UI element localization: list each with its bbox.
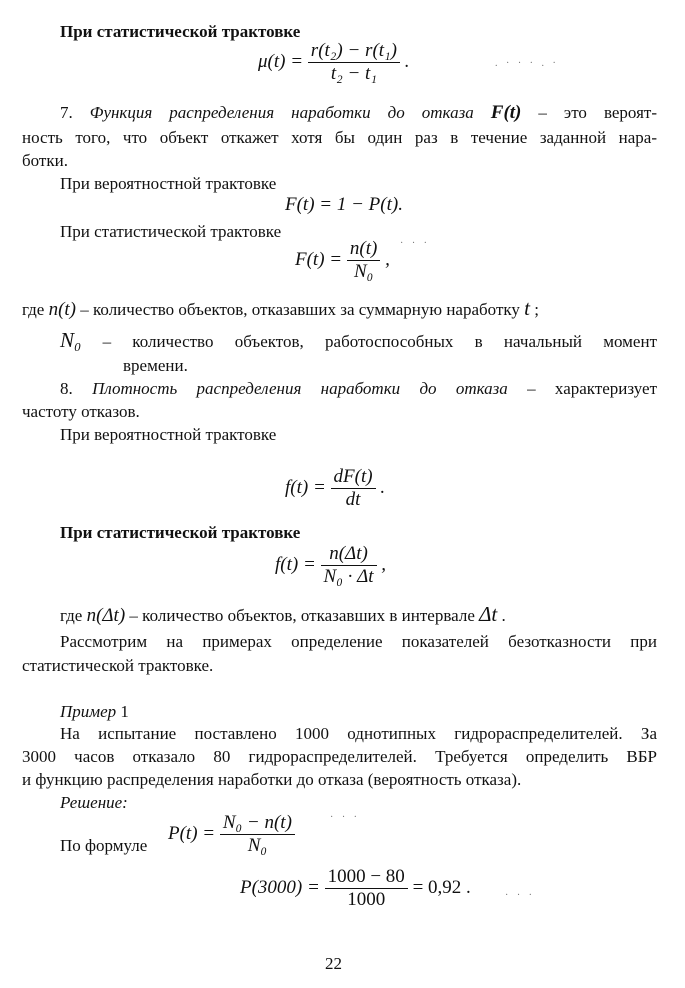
item7-symbol: F(t) xyxy=(490,102,522,123)
where-n-line xyxy=(22,298,539,320)
formula-mu-end: . xyxy=(404,50,410,72)
where-N0-line1 xyxy=(60,330,657,352)
where-N0-symbol: N₀ xyxy=(60,328,82,352)
where-ndt-text: – количество объектов, отказавших в интервале xyxy=(129,606,475,625)
where-ndt-end: . xyxy=(501,606,506,625)
example-number: 1 xyxy=(120,702,129,721)
item7-rest: – это вероят- xyxy=(538,103,658,122)
formula-mean-failure-rate xyxy=(258,40,409,85)
by-formula-label: По формуле xyxy=(60,836,148,855)
item8-line1 xyxy=(60,379,657,399)
where-n-prefix: где xyxy=(22,300,45,319)
consider-line2: статистической трактовке. xyxy=(22,656,214,675)
formula-P-numerator: N₀ − n(t) xyxy=(220,812,295,835)
formula-f-prob-denominator: dt xyxy=(345,489,361,510)
formula-mu-lhs: μ(t) = xyxy=(258,50,304,72)
consider-line1: Рассмотрим на примерах определение показателей безотказности при xyxy=(60,632,657,651)
item7-term: Функция распределения наработки до отказа xyxy=(89,103,474,122)
formula-f-prob-end: . xyxy=(380,476,386,498)
formula-mu-denominator: t₂ − t₁ xyxy=(330,63,377,84)
formula-F-stat-lhs: F(t) = xyxy=(295,248,343,270)
item7-line1 xyxy=(60,103,657,123)
example-line3: и функцию распределения наработки до отказа (вероятность отказа). xyxy=(22,770,522,789)
formula-P-fraction xyxy=(220,812,295,857)
where-n-symbol: n(t) xyxy=(48,299,77,320)
scan-noise: · · · xyxy=(505,890,535,901)
item8-line2: частоту отказов. xyxy=(22,402,140,421)
formula-f-stat-end: , xyxy=(381,553,387,575)
formula-P3000-fraction xyxy=(325,866,408,911)
item8-rest: – характеризует xyxy=(527,379,657,398)
formula-P3000-numerator: 1000 − 80 xyxy=(325,866,408,889)
formula-mu-fraction xyxy=(308,40,400,85)
formula-f-stat-denominator: N₀ · Δt xyxy=(323,566,374,587)
formula-P3000-lhs: P(3000) = xyxy=(240,876,320,898)
formula-f-stat-fraction xyxy=(321,543,377,588)
formula-P3000-denominator: 1000 xyxy=(347,889,386,910)
formula-f-prob-numerator: dF(t) xyxy=(331,466,376,489)
prob-heading-2: При вероятностной трактовке xyxy=(60,425,277,444)
where-N0-line2: времени. xyxy=(123,356,188,375)
formula-F-stat-denominator: N₀ xyxy=(353,261,374,282)
formula-F-probabilistic: F(t) = 1 − P(t). xyxy=(285,194,403,215)
item7-line2: ность того, что объект откажет хотя бы один раз в течение заданной нара- xyxy=(22,128,657,147)
where-ndt-dt: Δt xyxy=(479,602,498,626)
formula-f-stat-lhs: f(t) = xyxy=(275,553,316,575)
formula-f-probabilistic xyxy=(285,466,385,511)
scan-noise: . · · · . · xyxy=(495,58,559,69)
where-ndt-prefix: где xyxy=(60,606,83,625)
stat-heading-1: При статистической трактовке xyxy=(60,22,301,41)
formula-P-denominator: N₀ xyxy=(247,835,268,856)
formula-P-lhs: P(t) = xyxy=(168,822,216,844)
page-number: 22 xyxy=(325,954,342,973)
where-n-end: ; xyxy=(534,300,539,319)
formula-F-stat-fraction xyxy=(347,238,380,283)
where-ndt-symbol: n(Δt) xyxy=(86,605,126,626)
example-line1: На испытание поставлено 1000 однотипных гидрораспределителей. За xyxy=(60,724,657,743)
item7-line3: ботки. xyxy=(22,151,68,170)
where-N0-text1: – количество объектов, работоспособных в начальный момент xyxy=(102,332,658,351)
prob-heading-1: При вероятностной трактовке xyxy=(60,174,277,193)
formula-F-stat-end: , xyxy=(385,248,390,270)
example-line2: 3000 часов отказало 80 гидрораспределителей. Требуется определить ВБР xyxy=(22,747,657,766)
stat-heading-3: При статистической трактовке xyxy=(60,523,301,542)
formula-f-prob-fraction xyxy=(331,466,376,511)
scan-noise: · · · xyxy=(330,812,360,823)
where-n-t: t xyxy=(524,296,530,320)
example-title-word: Пример xyxy=(60,702,117,721)
formula-mu-numerator: r(t₂) − r(t₁) xyxy=(308,40,400,63)
formula-f-prob-lhs: f(t) = xyxy=(285,476,326,498)
item8-number: 8. xyxy=(60,379,73,398)
item7-number: 7. xyxy=(60,103,73,122)
formula-P3000 xyxy=(240,866,471,911)
where-n-text: – количество объектов, отказавших за суммарную наработку xyxy=(80,300,520,319)
item8-term: Плотность распределения наработки до отказа xyxy=(92,379,508,398)
scan-noise: · · · xyxy=(400,238,430,249)
formula-F-statistical xyxy=(295,238,390,283)
where-ndt-line xyxy=(60,604,506,626)
formula-P3000-result: = 0,92 . xyxy=(412,876,471,898)
formula-P xyxy=(168,812,295,857)
stat-heading-2: При статистической трактовке xyxy=(60,222,282,241)
formula-F-stat-numerator: n(t) xyxy=(347,238,380,261)
example-title xyxy=(60,702,129,722)
solution-label: Решение: xyxy=(60,793,128,812)
formula-f-stat-numerator: n(Δt) xyxy=(321,543,377,566)
formula-f-statistical xyxy=(275,543,386,588)
